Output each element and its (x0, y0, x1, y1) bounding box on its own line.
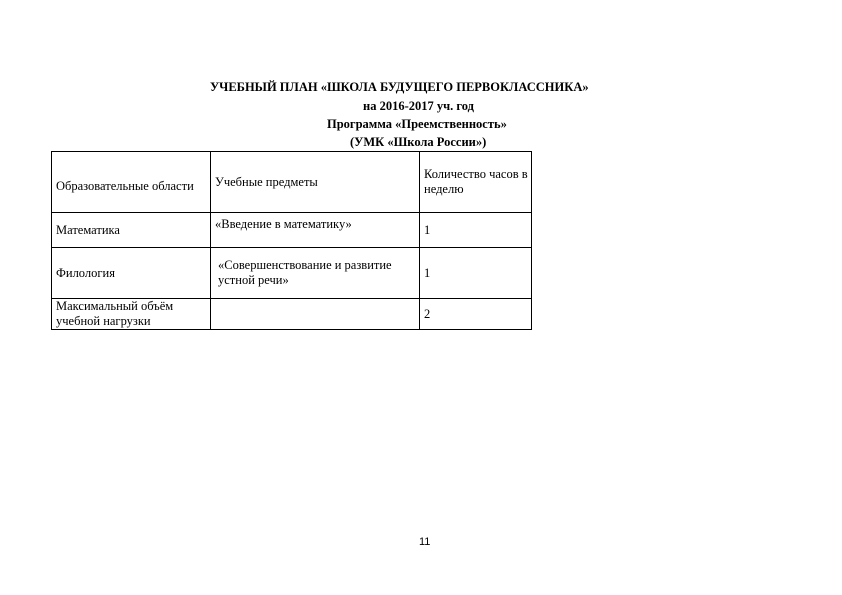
header-areas: Образовательные области (52, 152, 211, 213)
plan-program: Программа «Преемственность» (327, 117, 507, 131)
subject-cell: «Введение в математику» (211, 213, 420, 248)
hours-cell: 1 (420, 248, 532, 299)
subject-cell (211, 299, 420, 330)
header-hours: Количество часов в неделю (420, 152, 532, 213)
page-number: 11 (419, 536, 431, 548)
table-header-row (52, 152, 532, 213)
area-cell: Математика (52, 213, 211, 248)
hours-cell: 1 (420, 213, 532, 248)
plan-year: на 2016-2017 уч. год (363, 99, 474, 113)
area-cell: Филология (52, 248, 211, 299)
plan-umk: (УМК «Школа России») (350, 135, 487, 149)
table-row (52, 213, 532, 248)
total-load-cell: Максимальный объём учебной нагрузки (52, 299, 211, 330)
header-subjects: Учебные предметы (211, 152, 420, 213)
subject-cell: «Совершенствование и развитие устной речи» (211, 248, 420, 299)
plan-title: УЧЕБНЫЙ ПЛАН «ШКОЛА БУДУЩЕГО ПЕРВОКЛАССНИКА» (210, 80, 589, 94)
table-row (52, 248, 532, 299)
hours-total-cell: 2 (420, 299, 532, 330)
study-plan-table (51, 151, 532, 330)
table-row (52, 299, 532, 330)
